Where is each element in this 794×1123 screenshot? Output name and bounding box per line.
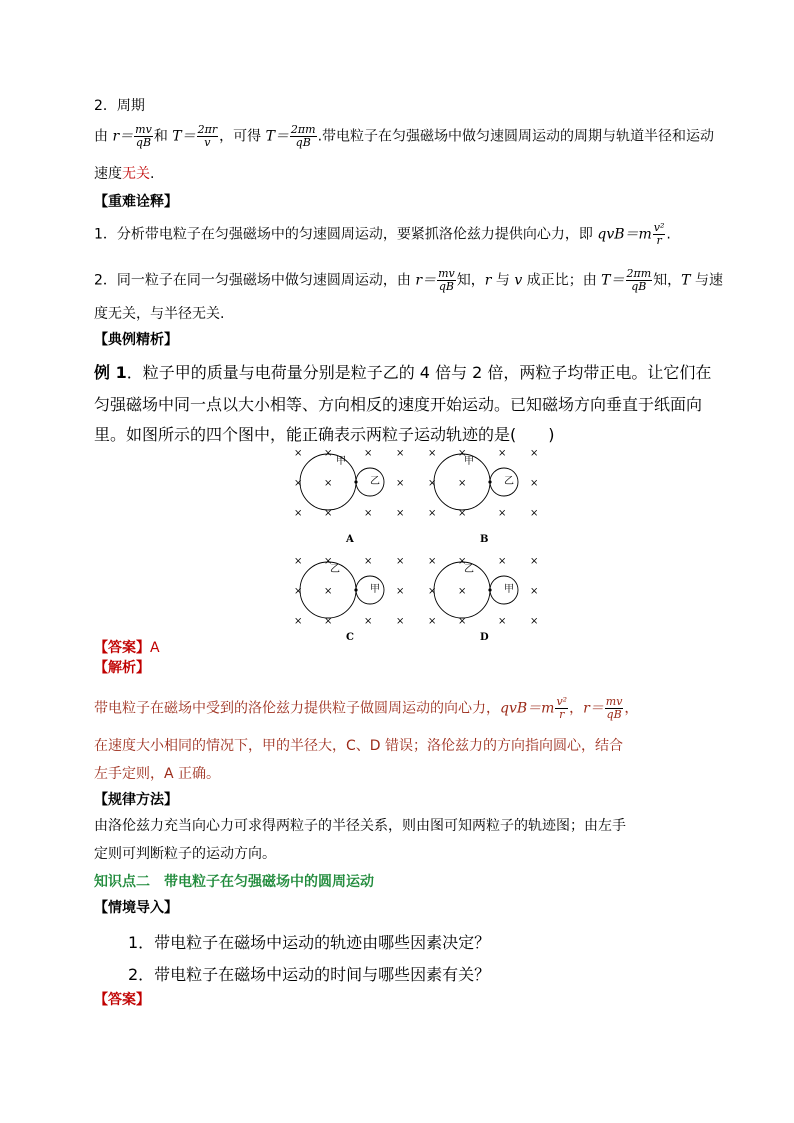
particle-label: 乙 <box>330 564 340 575</box>
particle-label: 甲 <box>504 584 514 595</box>
svg-text:×: × <box>458 448 467 459</box>
text: .带电粒子在匀强磁场中做匀速圆周运动的周期与轨道半径和运动 <box>317 128 715 145</box>
method-line-2: 定则可判断粒子的运动方向。 <box>94 846 276 862</box>
svg-text:×: × <box>530 586 539 597</box>
text: ，可得 <box>219 128 266 145</box>
svg-text:×: × <box>428 508 437 519</box>
svg-text:×: × <box>498 448 507 459</box>
svg-text:×: × <box>530 616 539 627</box>
fraction: $\frac{\text{v²}}{r}$ <box>556 695 568 721</box>
svg-text:×: × <box>324 448 333 459</box>
panel-d <box>428 556 538 642</box>
panel-label: B <box>480 534 489 545</box>
fraction: $\frac{2\pi m}{qB}$ <box>290 123 316 149</box>
example-line-2: 匀强磁场中同一点以大小相等、方向相反的速度开始运动。已知磁场方向垂直于纸面向 <box>94 395 703 414</box>
svg-text:×: × <box>428 478 437 489</box>
fraction: $\frac{mv}{qB}$ <box>438 267 455 293</box>
key-points-heading: 【重难诠释】 <box>94 194 178 210</box>
example-line-1: 例 1．粒子甲的质量与电荷量分别是粒子乙的 4 倍与 2 倍，两粒子均带正电。让它们在 <box>94 363 712 382</box>
particle-label: 甲 <box>370 584 380 595</box>
question-2: 2．带电粒子在磁场中运动的时间与哪些因素有关？ <box>128 965 491 984</box>
knowledge-point-title: 知识点二 带电粒子在匀强磁场中的圆周运动 <box>94 874 374 890</box>
svg-text:×: × <box>324 556 333 567</box>
scenario-heading: 【情境导入】 <box>94 900 178 916</box>
panel-label: C <box>346 632 354 642</box>
answer-heading-2: 【答案】 <box>94 992 150 1008</box>
answer-heading: 【答案】 <box>94 640 150 656</box>
svg-text:×: × <box>364 616 373 627</box>
svg-text:×: × <box>396 448 405 459</box>
svg-text:×: × <box>530 478 539 489</box>
particle-label: 乙 <box>504 476 514 487</box>
fraction: $\frac{mv}{qB}$ <box>135 123 152 149</box>
svg-text:×: × <box>294 616 303 627</box>
svg-text:×: × <box>324 478 333 489</box>
example-label: 例 1 <box>94 363 127 382</box>
key-point-2: 2．同一粒子在同一匀强磁场中做匀速圆周运动，由 r＝ $\frac{mv}{qB}$ 知，r 与 v 成正比；由 T＝ $\frac{2\pi m}{qB}$ 知，T 与速 <box>94 267 723 293</box>
particle-label: 甲 <box>336 456 346 467</box>
analysis-line-2: 在速度大小相同的情况下，甲的半径大，C、D 错误；洛伦兹力的方向指向圆心，结合 <box>94 738 624 754</box>
text: 由 <box>94 128 113 145</box>
svg-text:×: × <box>498 556 507 567</box>
svg-text:×: × <box>324 616 333 627</box>
svg-text:×: × <box>396 556 405 567</box>
svg-text:×: × <box>364 508 373 519</box>
highlight-text: 无关 <box>122 166 150 182</box>
svg-text:×: × <box>458 586 467 597</box>
svg-text:×: × <box>530 448 539 459</box>
fraction: $\frac{\text{v²}}{r}$ <box>653 221 665 247</box>
svg-text:×: × <box>498 508 507 519</box>
svg-text:×: × <box>396 586 405 597</box>
panel-label: D <box>480 632 489 642</box>
panel-c <box>294 556 404 642</box>
analysis-line-3: 左手定则，A 正确。 <box>94 766 221 782</box>
question-1: 1．带电粒子在磁场中运动的轨迹由哪些因素决定？ <box>128 933 491 952</box>
panel-label: A <box>346 534 354 545</box>
answer-line <box>94 638 160 658</box>
section-heading-period: 2．周期 <box>94 98 145 114</box>
panel-b <box>428 448 538 545</box>
svg-text:×: × <box>428 616 437 627</box>
analysis-line-1: 带电粒子在磁场中受到的洛伦兹力提供粒子做圆周运动的向心力，qvB＝m $\frac{\text{v²}}{r}$ ，r＝ $\frac{mv}{qB}$ ， <box>94 695 639 721</box>
formula: T＝ <box>172 128 196 145</box>
particle-label: 乙 <box>370 476 380 487</box>
svg-text:×: × <box>458 616 467 627</box>
fraction: $\frac{2\pi m}{qB}$ <box>626 267 652 293</box>
svg-text:×: × <box>530 556 539 567</box>
svg-text:×: × <box>396 478 405 489</box>
key-point-2-cont: 度无关，与半径无关. <box>94 306 225 322</box>
svg-text:×: × <box>364 448 373 459</box>
fraction: $\frac{2\pi r}{v}$ <box>197 123 218 149</box>
text: 和 <box>153 128 173 145</box>
particle-label: 乙 <box>464 564 474 575</box>
svg-text:×: × <box>530 508 539 519</box>
formula: T＝ <box>265 128 289 145</box>
svg-text:×: × <box>324 508 333 519</box>
svg-text:×: × <box>396 508 405 519</box>
answer-value: A <box>150 640 160 656</box>
svg-text:×: × <box>364 556 373 567</box>
key-point-1: 1．分析带电粒子在匀强磁场中的匀速圆周运动，要紧抓洛伦兹力提供向心力，即 qvB＝m $\frac{\text{v²}}{r}$ . <box>94 221 671 247</box>
svg-text:×: × <box>324 586 333 597</box>
svg-text:×: × <box>294 556 303 567</box>
trajectory-figure <box>280 446 550 642</box>
svg-text:×: × <box>294 508 303 519</box>
svg-text:×: × <box>498 616 507 627</box>
example-line-3: 里。如图所示的四个图中，能正确表示两粒子运动轨迹的是( ) <box>94 425 555 444</box>
period-formula-line <box>94 124 714 149</box>
svg-text:×: × <box>294 478 303 489</box>
svg-text:×: × <box>294 586 303 597</box>
svg-text:×: × <box>428 448 437 459</box>
example-heading: 【典例精析】 <box>94 332 178 348</box>
svg-text:×: × <box>428 586 437 597</box>
analysis-heading: 【解析】 <box>94 660 150 676</box>
svg-text:×: × <box>458 508 467 519</box>
svg-text:×: × <box>458 556 467 567</box>
method-line-1: 由洛伦兹力充当向心力可求得两粒子的半径关系，则由图可知两粒子的轨迹图；由左手 <box>94 818 626 834</box>
period-line-2: 速度无关. <box>94 166 155 182</box>
particle-label: 甲 <box>464 456 474 467</box>
svg-text:×: × <box>294 448 303 459</box>
formula: r＝ <box>112 128 134 145</box>
fraction: $\frac{mv}{qB}$ <box>605 695 623 721</box>
panel-a <box>294 448 404 545</box>
svg-text:×: × <box>458 478 467 489</box>
svg-text:×: × <box>396 616 405 627</box>
method-heading: 【规律方法】 <box>94 792 178 808</box>
svg-text:×: × <box>428 556 437 567</box>
